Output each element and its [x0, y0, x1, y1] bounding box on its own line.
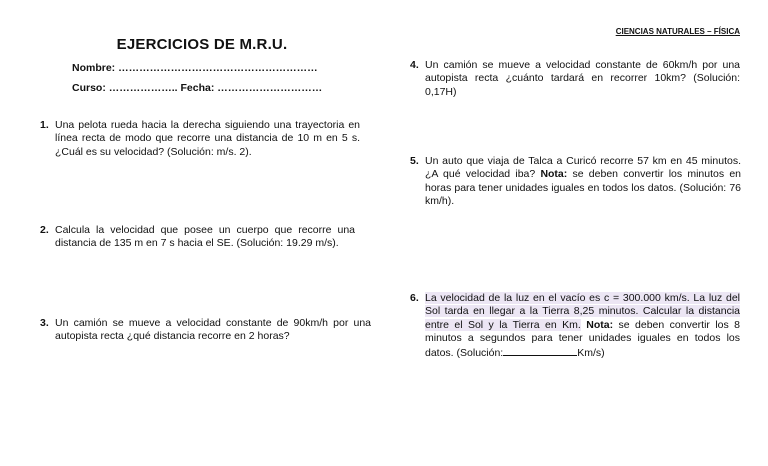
problem-4 [410, 59, 740, 99]
problem-text-continued: se deben convertir los minutos en horas para tener unidades iguales en todos los datos. (Solución: 76 km/h). [425, 168, 741, 208]
problem-text: Una pelota rueda hacia la derecha siguiendo una trayectoria en línea recta de modo que recorre una distancia de 10 m en 5 s. ¿Cuál es su velocidad? (Solución: m/s. 2). [55, 119, 360, 158]
problem-number: 3. [40, 317, 49, 329]
problem-text-continued: se deben convertir los 8 minutos a segundos para tener unidades iguales en todos los datos. (Solución: [425, 318, 740, 359]
problem-number: 2. [40, 224, 49, 236]
problem-text: Calcula la velocidad que posee un cuerpo que recorre una distancia de 135 m en 7 s hacia el SE. (Solución: 19.29 m/s). [55, 224, 355, 250]
problem-5 [410, 155, 741, 209]
page-title: EJERCICIOS DE M.R.U. [116, 36, 288, 53]
problem-number: 6. [410, 292, 419, 304]
problem-number: 5. [410, 155, 419, 167]
problem-text: Un camión se mueve a velocidad constante de 60km/h por una autopista recta ¿cuánto tardará en recorrer 10km? (Solución: 0,17H) [425, 59, 740, 98]
highlighted-text: La velocidad de la luz en el vacío es c = 300.000 km/s. La luz del Sol tarda en llegar a la Tierra 8,25 minutos. Calcular la distancia entre el Sol y la Tierra en Km. [425, 292, 740, 331]
curso-fecha-field: Curso: ……………….. Fecha: ………………………… [72, 82, 323, 94]
nota-label: Nota: [586, 318, 614, 331]
problem-number: 1. [40, 119, 49, 131]
nota-label: Nota: [540, 168, 568, 181]
problem-6 [410, 292, 740, 360]
answer-unit: Km/s) [577, 346, 605, 359]
nombre-field: Nombre: ………………………………………………… [72, 62, 318, 74]
problem-text: Un camión se mueve a velocidad constante de 90km/h por una autopista recta ¿qué distancia recorre en 2 horas? [55, 317, 371, 343]
problem-1 [40, 119, 360, 159]
problem-2 [40, 224, 355, 251]
problem-3 [40, 317, 371, 344]
answer-blank [503, 346, 577, 356]
header-subject-tag: CIENCIAS NATURALES – FÍSICA [615, 27, 740, 36]
problem-text: Un auto que viaja de Talca a Curicó recorre 57 km en 45 minutos. ¿A qué velocidad iba? [425, 155, 741, 181]
problem-number: 4. [410, 59, 419, 71]
